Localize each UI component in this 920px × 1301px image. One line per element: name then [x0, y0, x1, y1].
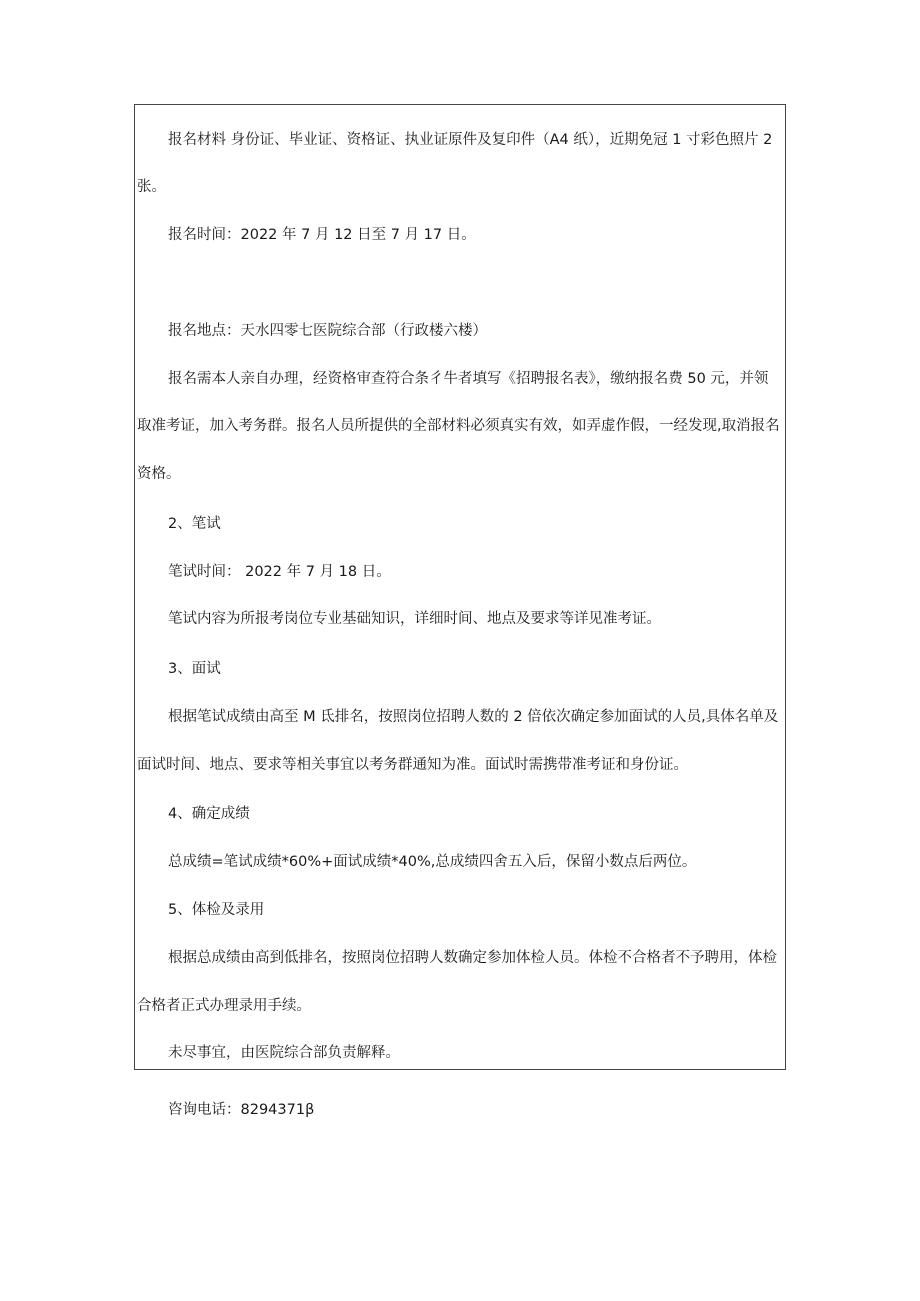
section-written-exam-heading: 2、笔试	[168, 516, 221, 532]
written-exam-content: 笔试内容为所报考岗位专业基础知识，详细时间、地点及要求等详见准考证。	[168, 611, 661, 627]
registration-process-line-3: 资格。	[137, 466, 181, 482]
checkup-line-2: 合格者正式办理录用手续。	[137, 998, 311, 1014]
registration-time: 报名时间：2022 年 7 月 12 日至 7 月 17 日。	[168, 227, 476, 243]
interview-line-2: 面试时间、地点、要求等相关事宜以考务群通知为准。面试时需携带准考证和身份证。	[137, 757, 688, 773]
written-exam-time: 笔试时间： 2022 年 7 月 18 日。	[168, 564, 391, 580]
section-interview-heading: 3、面试	[168, 661, 221, 677]
interview-line-1: 根据笔试成绩由高至 M 氐排名，按照岗位招聘人数的 2 倍依次确定参加面试的人员,具体名单及	[168, 709, 779, 725]
checkup-line-1: 根据总成绩由高到低排名，按照岗位招聘人数确定参加体检人员。体检不合格者不予聘用，体检	[168, 950, 777, 966]
registration-process-line-2: 取准考证，加入考务群。报名人员所提供的全部材料必须真实有效，如弄虚作假，一经发现,取消报名	[137, 418, 780, 434]
registration-process-line-1: 报名需本人亲自办理，经资格审查符合条彳牛者填写《招聘报名表》，缴纳报名费 50 元，并领	[168, 371, 769, 387]
score-formula: 总成绩=笔试成绩*60%+面试成绩*40%,总成绩四舍五入后，保留小数点后两位。	[168, 854, 697, 870]
section-checkup-heading: 5、体检及录用	[168, 902, 265, 918]
contact-phone: 咨询电话：8294371β	[168, 1102, 315, 1118]
closing-note: 未尽事宜，由医院综合部负责解释。	[168, 1045, 400, 1061]
registration-location: 报名地点：天水四零七医院综合部（行政楼六楼）	[168, 323, 487, 339]
materials-line-1: 报名材料 身份证、毕业证、资格证、执业证原件及复印件（A4 纸），近期免冠 1 寸彩色照片 2	[168, 132, 773, 148]
materials-line-2: 张。	[137, 179, 166, 195]
section-score-heading: 4、确定成绩	[168, 806, 250, 822]
notice-frame	[134, 104, 786, 1070]
